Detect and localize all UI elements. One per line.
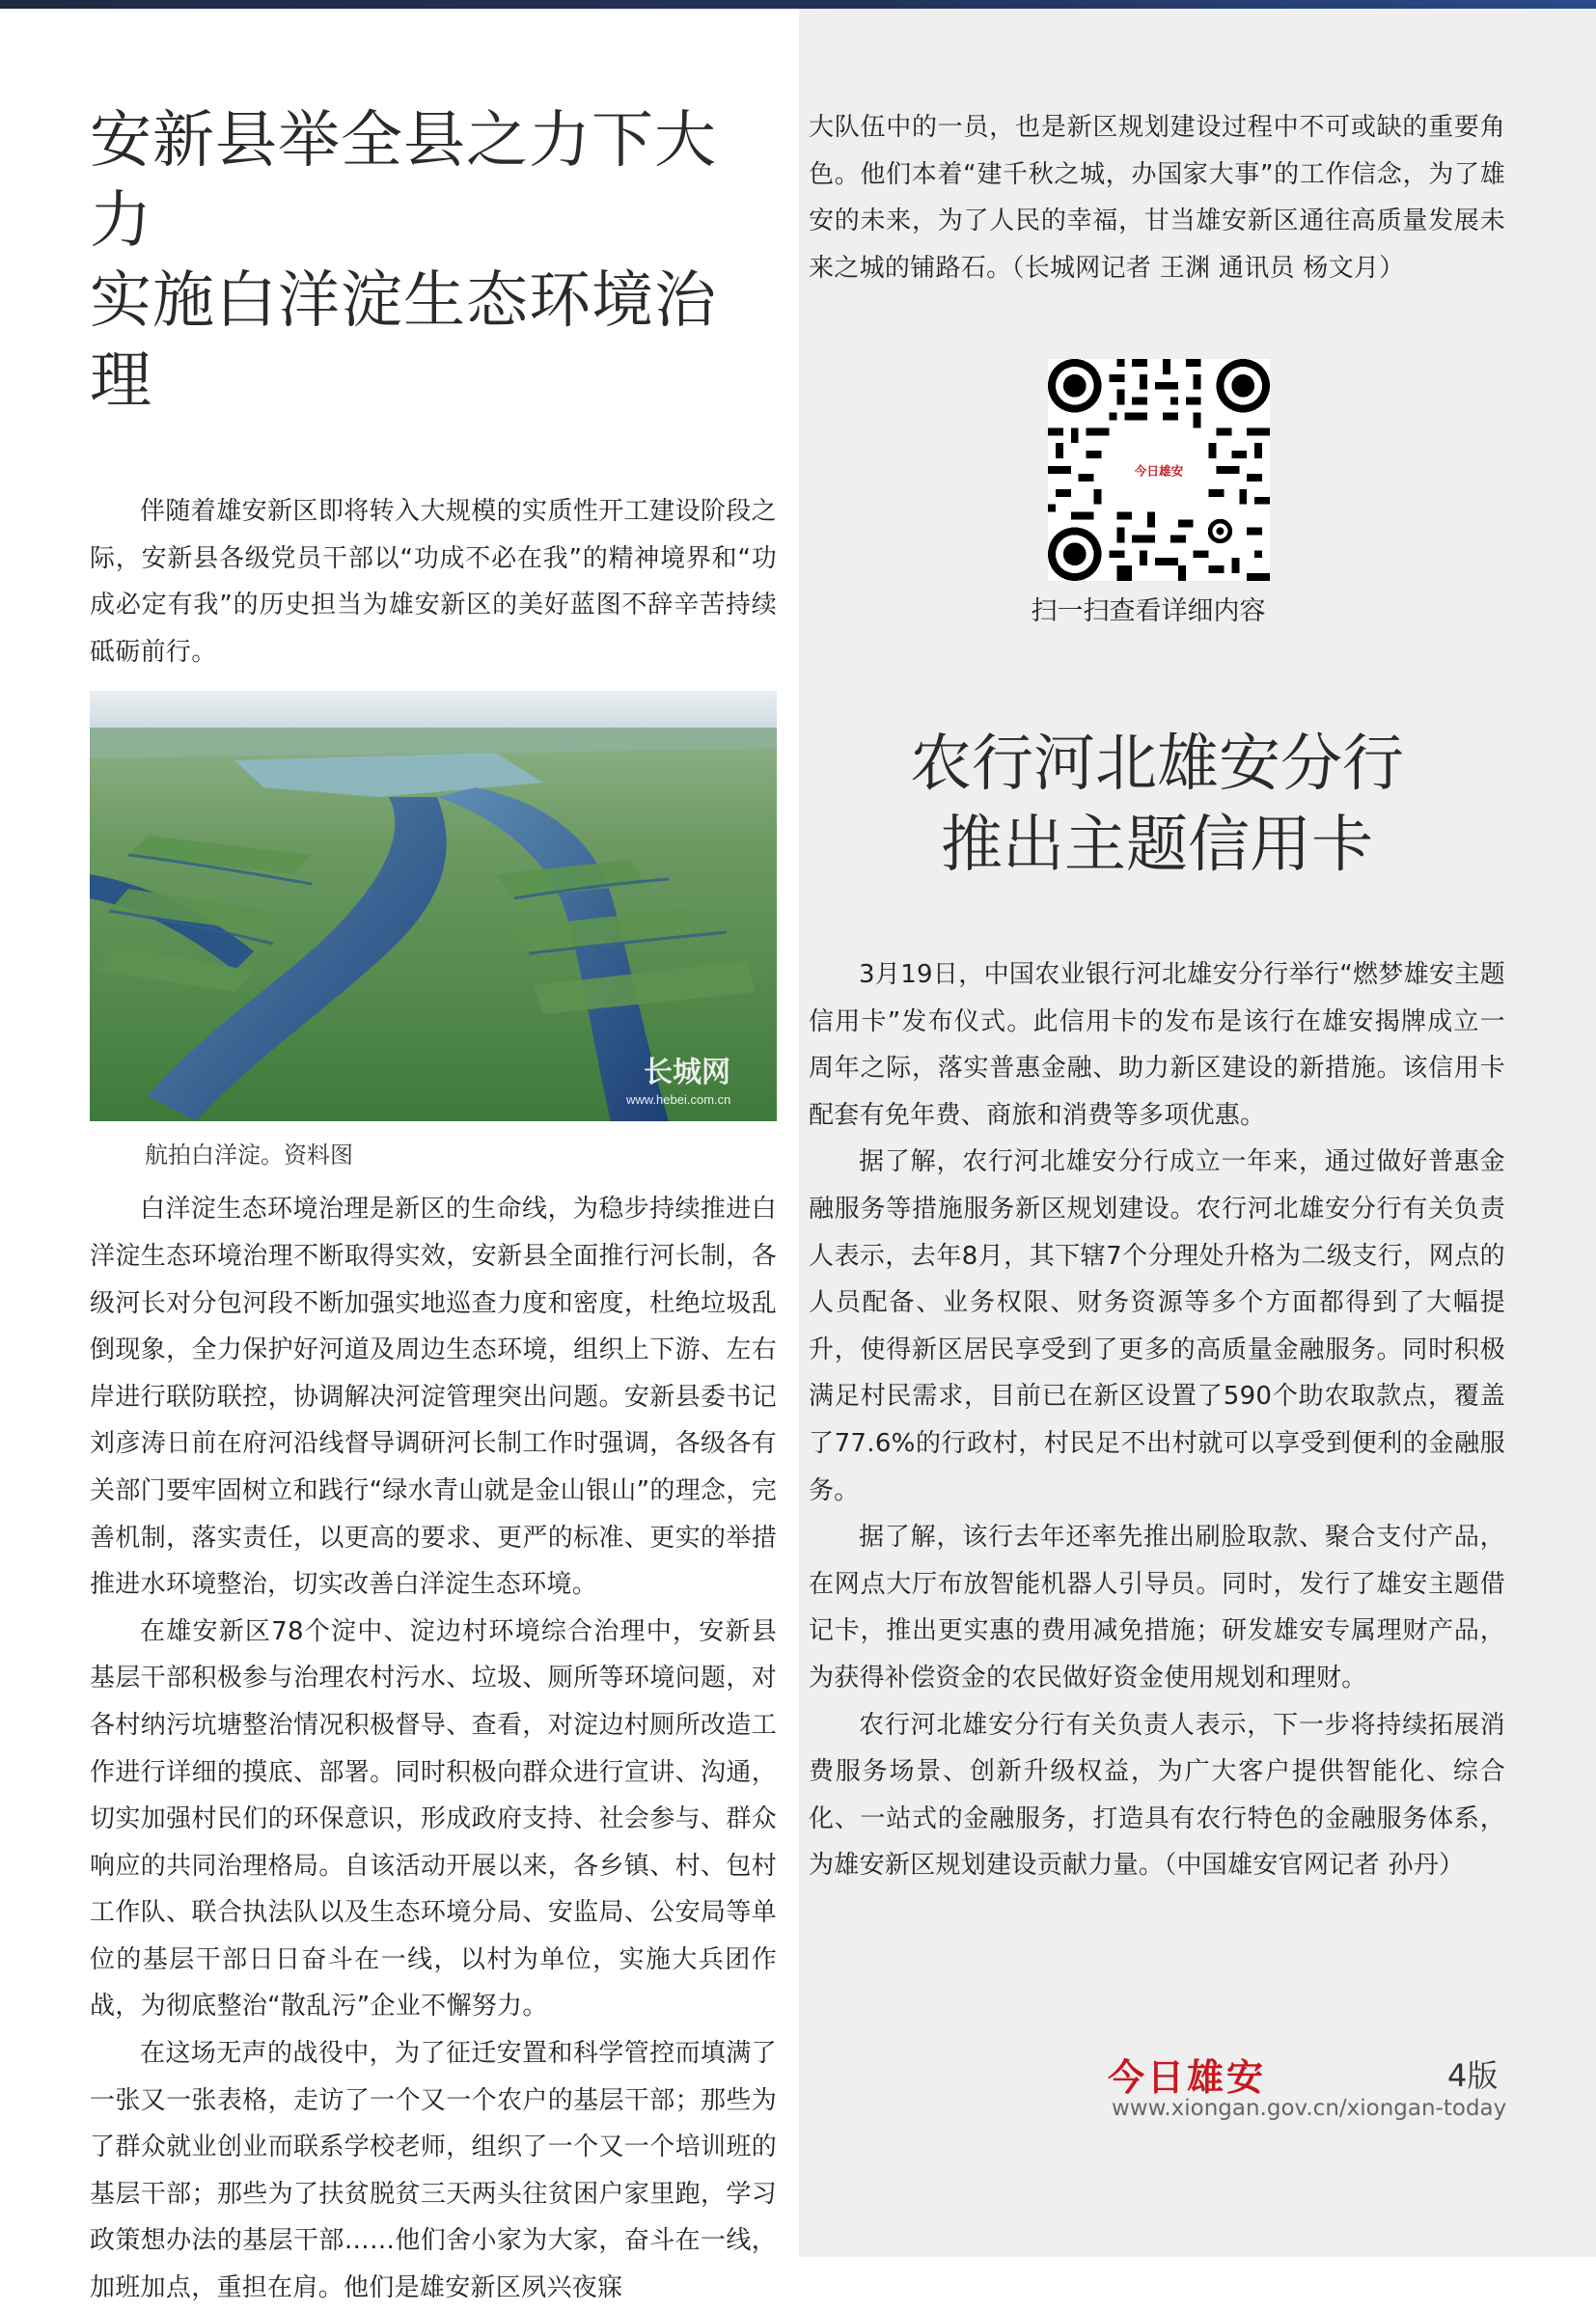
photo-watermark: 长城网 <box>644 1057 730 1089</box>
right-title-line-1: 农行河北雄安分行 <box>910 729 1404 800</box>
left-article-intro: 伴随着雄安新区即将转入大规模的实质性开工建设阶段之际，安新县各级党员干部以“功成不必在我”的精神境界和“功成必定有我”的历史担当为雄安新区的美好蓝图不辞辛苦持续砥砺前行。 <box>90 497 777 667</box>
photo-url-watermark: www.hebei.com.cn <box>626 1092 731 1108</box>
footer-url[interactable]: www.xiongan.gov.cn/xiongan-today <box>1112 2096 1507 2121</box>
right-article <box>809 724 1505 1889</box>
left-article-continuation: 大队伍中的一员，也是新区规划建设过程中不可或缺的重要角色。他们本着“建千秋之城，办国家大事”的工作信念，为了雄安的未来，为了人民的幸福，甘当雄安新区通往高质量发展未来之城的铺路石。（长城网记者 王渊 通讯员 杨文月） <box>809 113 1505 283</box>
left-title-line-2: 实施白洋淀生态环境治理 <box>90 265 717 417</box>
baiyangdian-aerial-photo <box>90 691 777 1121</box>
right-column <box>809 101 1505 291</box>
photo-caption: 航拍白洋淀。资料图 <box>145 1142 353 1170</box>
left-title-line-1: 安新县举全县之力下大力 <box>90 105 717 257</box>
left-article-intro-block <box>90 488 777 675</box>
right-paragraph-2: 据了解，农行河北雄安分行成立一年来，通过做好普惠金融服务等措施服务新区规划建设。农行河北雄安分行有关负责人表示，去年8月，其下辖7个分理处升格为二级支行，网点的人员配备、业务权限、财务资源等多个方面都得到了大幅提升，使得新区居民享受到了更多的高质量金融服务。同时积极满足村民需求，目前已在新区设置了590个助农取款点，覆盖了77.6%的行政村，村民足不出村就可以享受到便利的金融服务。 <box>809 1147 1505 1505</box>
qr-center-logo: 今日雄安 <box>1134 463 1184 479</box>
left-article-body <box>90 1186 777 2311</box>
left-article-continuation-block <box>809 104 1505 291</box>
right-article-body <box>809 951 1505 1889</box>
left-paragraph-2: 在雄安新区78个淀中、淀边村环境综合治理中，安新县基层干部积极参与治理农村污水、垃圾、厕所等环境问题，对各村纳污坑塘整治情况积极督导、查看，对淀边村厕所改造工作进行详细的摸底、部署。同时积极向群众进行宣讲、沟通，切实加强村民们的环保意识，形成政府支持、社会参与、群众响应的共同治理格局。自该活动开展以来，各乡镇、村、包村工作队、联合执法队以及生态环境分局、安监局、公安局等单位的基层干部日日奋斗在一线，以村为单位，实施大兵团作战，为彻底整治“散乱污”企业不懈努力。 <box>90 1616 777 2022</box>
left-paragraph-3: 在这场无声的战役中，为了征迁安置和科学管控而填满了一张又一张表格，走访了一个又一个农户的基层干部；那些为了群众就业创业而联系学校老师，组织了一个又一个培训班的基层干部；那些为了扶贫脱贫三天两头往贫困户家里跑，学习政策想办法的基层干部……他们舍小家为大家，奋斗在一线，加班加点，重担在肩。他们是雄安新区夙兴夜寐 <box>90 2039 777 2303</box>
right-article-title <box>809 724 1505 886</box>
left-article-title <box>90 101 777 422</box>
qr-caption: 扫一扫查看详细内容 <box>1031 596 1266 626</box>
left-paragraph-1: 白洋淀生态环境治理是新区的生命线，为稳步持续推进白洋淀生态环境治理不断取得实效，安新县全面推行河长制，各级河长对分包河段不断加强实地巡查力度和密度，杜绝垃圾乱倒现象，全力保护好河道及周边生态环境，组织上下游、左右岸进行联防联控，协调解决河淀管理突出问题。安新县委书记刘彦涛日前在府河沿线督导调研河长制工作时强调，各级各有关部门要牢固树立和践行“绿水青山就是金山银山”的理念，完善机制，落实责任，以更高的要求、更严的标准、更实的举措推进水环境整治，切实改善白洋淀生态环境。 <box>90 1195 777 1600</box>
qr-code-block <box>1048 359 1270 581</box>
right-paragraph-1: 3月19日，中国农业银行河北雄安分行举行“燃梦雄安主题信用卡”发布仪式。此信用卡的发布是该行在雄安揭牌成立一周年之际，落实普惠金融、助力新区建设的新措施。该信用卡配套有免年费、商旅和消费等多项优惠。 <box>809 960 1505 1130</box>
right-paragraph-3: 据了解，该行去年还率先推出刷脸取款、聚合支付产品，在网点大厅布放智能机器人引导员。同时，发行了雄安主题借记卡，推出更实惠的费用减免措施；研发雄安专属理财产品，为获得补偿资金的农民做好资金使用规划和理财。 <box>809 1523 1505 1693</box>
top-color-bar <box>0 0 1596 9</box>
footer-logo: 今日雄安 <box>1108 2055 1267 2099</box>
left-article <box>90 101 777 2312</box>
qr-code[interactable] <box>1048 359 1270 581</box>
right-title-line-2: 推出主题信用卡 <box>941 810 1373 881</box>
right-paragraph-4: 农行河北雄安分行有关负责人表示，下一步将持续拓展消费服务场景、创新升级权益，为广大客户提供智能化、综合化、一站式的金融服务，打造具有农行特色的金融服务体系，为雄安新区规划建设贡献力量。（中国雄安官网记者 孙丹） <box>809 1710 1505 1881</box>
page-number: 4版 <box>1447 2057 1499 2094</box>
